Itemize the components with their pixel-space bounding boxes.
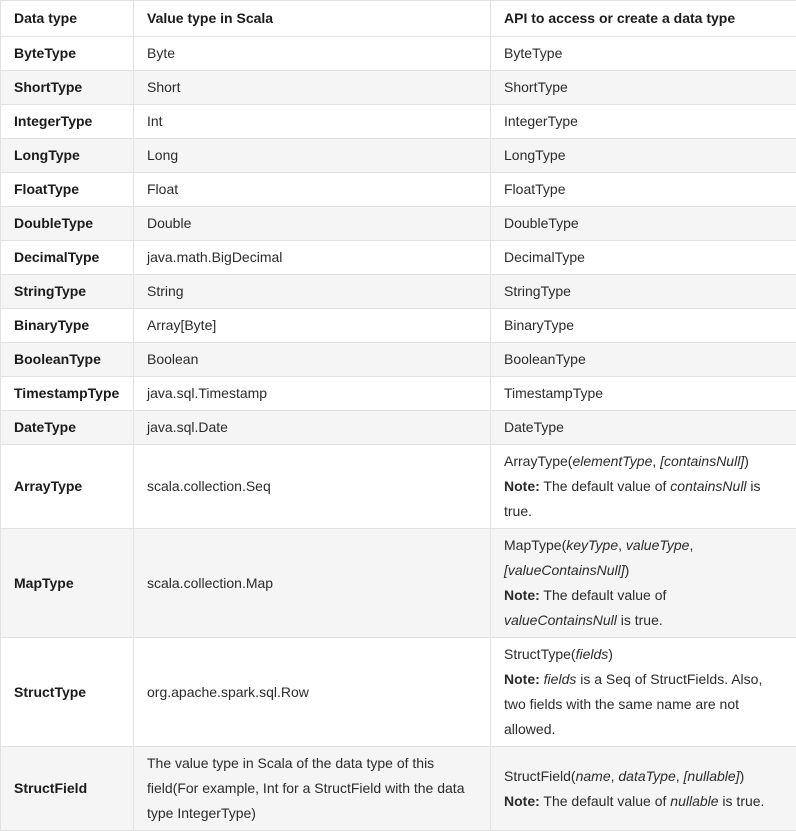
cell-scala-value: Byte — [134, 37, 491, 71]
cell-api: MapType(keyType, valueType, [valueContainsNull]) Note: The default value of valueContainsNull is true. — [491, 529, 796, 638]
cell-api: IntegerType — [491, 105, 796, 139]
cell-api: ShortType — [491, 71, 796, 105]
cell-api: DoubleType — [491, 207, 796, 241]
table-row — [1, 343, 796, 377]
cell-scala-value: The value type in Scala of the data type of this field(For example, Int for a StructField with the data type IntegerType) — [134, 747, 491, 831]
cell-scala-value: Long — [134, 139, 491, 173]
cell-api: FloatType — [491, 173, 796, 207]
cell-scala-value: java.math.BigDecimal — [134, 241, 491, 275]
cell-data-type: TimestampType — [1, 377, 134, 411]
table-row — [1, 241, 796, 275]
cell-data-type: LongType — [1, 139, 134, 173]
cell-data-type: MapType — [1, 529, 134, 638]
table-row — [1, 377, 796, 411]
cell-scala-value: Double — [134, 207, 491, 241]
cell-data-type: BinaryType — [1, 309, 134, 343]
cell-api: StructField(name, dataType, [nullable]) Note: The default value of nullable is true. — [491, 747, 796, 831]
table-row — [1, 173, 796, 207]
cell-data-type: DoubleType — [1, 207, 134, 241]
table-body — [1, 37, 796, 831]
cell-data-type: IntegerType — [1, 105, 134, 139]
cell-scala-value: Array[Byte] — [134, 309, 491, 343]
col-header-api: API to access or create a data type — [491, 1, 796, 37]
table-row — [1, 638, 796, 747]
cell-scala-value: String — [134, 275, 491, 309]
cell-scala-value: Boolean — [134, 343, 491, 377]
cell-scala-value: Short — [134, 71, 491, 105]
cell-data-type: StructField — [1, 747, 134, 831]
cell-data-type: DecimalType — [1, 241, 134, 275]
cell-scala-value: java.sql.Date — [134, 411, 491, 445]
cell-api: DateType — [491, 411, 796, 445]
cell-data-type: DateType — [1, 411, 134, 445]
cell-data-type: FloatType — [1, 173, 134, 207]
cell-scala-value: java.sql.Timestamp — [134, 377, 491, 411]
table-row — [1, 445, 796, 529]
table-row — [1, 207, 796, 241]
cell-data-type: ShortType — [1, 71, 134, 105]
cell-scala-value: org.apache.spark.sql.Row — [134, 638, 491, 747]
table-row — [1, 71, 796, 105]
cell-api: BooleanType — [491, 343, 796, 377]
cell-data-type: ArrayType — [1, 445, 134, 529]
table-row — [1, 747, 796, 831]
table-row — [1, 37, 796, 71]
cell-data-type: StructType — [1, 638, 134, 747]
cell-scala-value: scala.collection.Map — [134, 529, 491, 638]
cell-api: ByteType — [491, 37, 796, 71]
cell-api: StructType(fields) Note: fields is a Seq of StructFields. Also, two fields with the same name are not allowed. — [491, 638, 796, 747]
table-row — [1, 309, 796, 343]
cell-scala-value: Float — [134, 173, 491, 207]
cell-api: TimestampType — [491, 377, 796, 411]
table-row — [1, 105, 796, 139]
cell-api: ArrayType(elementType, [containsNull]) Note: The default value of containsNull is true. — [491, 445, 796, 529]
cell-data-type: BooleanType — [1, 343, 134, 377]
cell-data-type: StringType — [1, 275, 134, 309]
table-row — [1, 275, 796, 309]
col-header-scala-value: Value type in Scala — [134, 1, 491, 37]
header-row — [1, 1, 796, 37]
cell-api: DecimalType — [491, 241, 796, 275]
cell-api: BinaryType — [491, 309, 796, 343]
cell-data-type: ByteType — [1, 37, 134, 71]
col-header-data-type: Data type — [1, 1, 134, 37]
cell-scala-value: scala.collection.Seq — [134, 445, 491, 529]
cell-api: LongType — [491, 139, 796, 173]
table-row — [1, 529, 796, 638]
table-row — [1, 139, 796, 173]
cell-api: StringType — [491, 275, 796, 309]
table-row — [1, 411, 796, 445]
cell-scala-value: Int — [134, 105, 491, 139]
